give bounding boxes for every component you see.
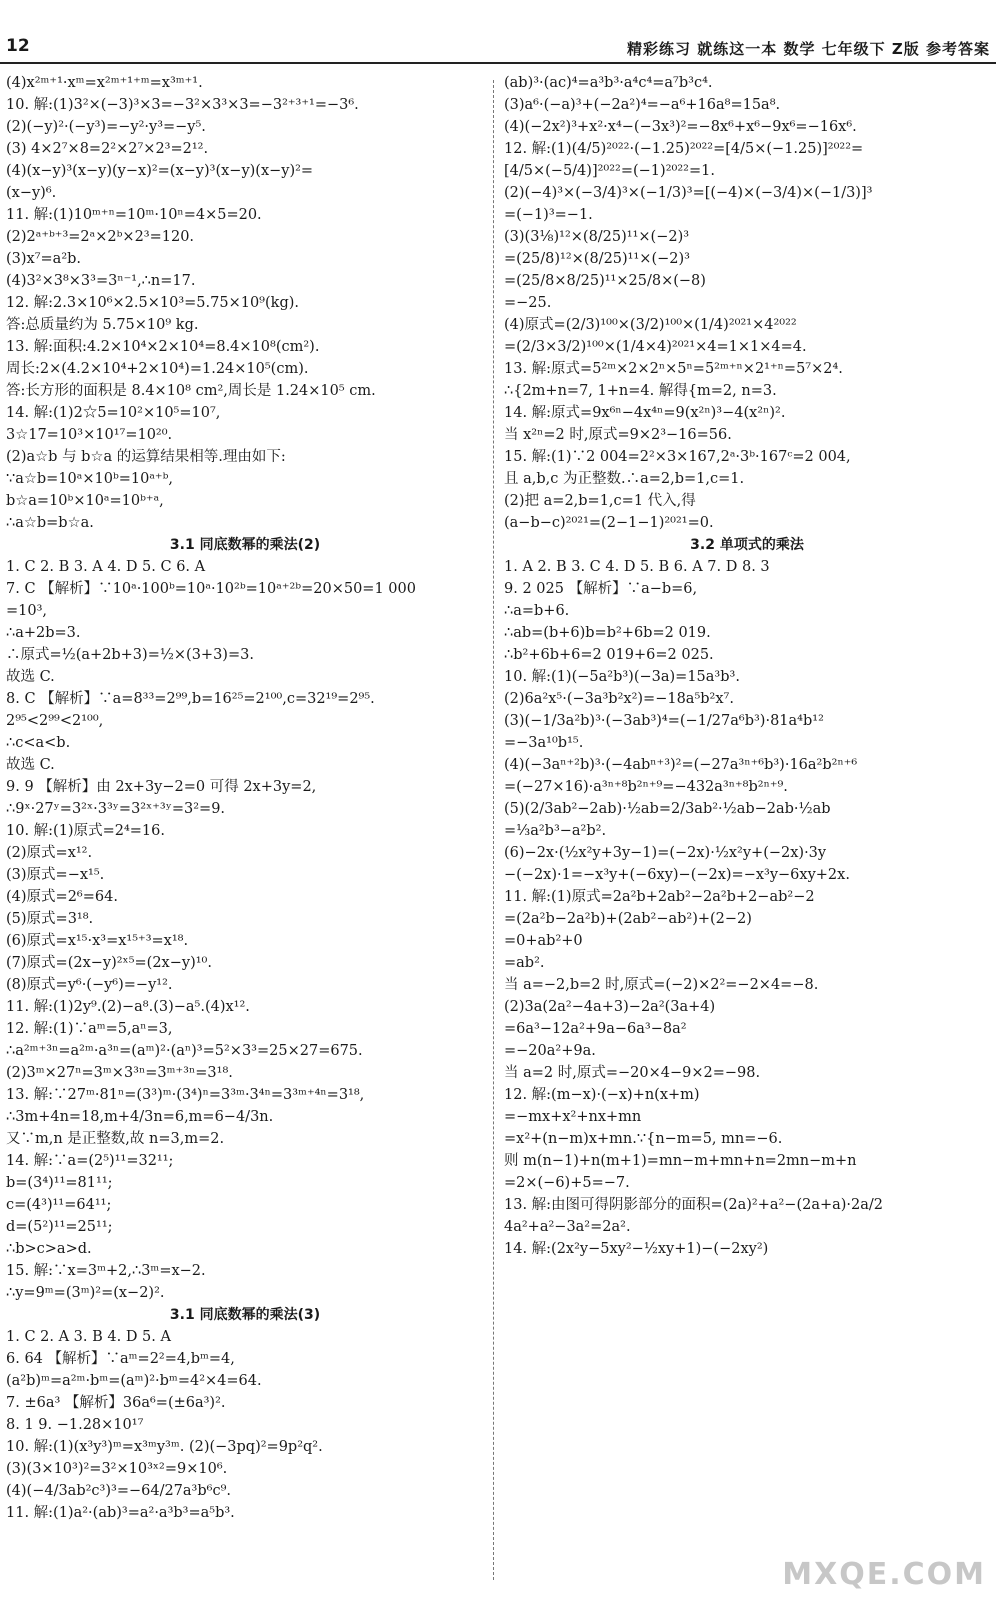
answer-line: (a²b)ᵐ=a²ᵐ·bᵐ=(aᵐ)²·bᵐ=4²×4=64. <box>6 1373 262 1389</box>
page-header <box>0 0 996 64</box>
answer-line: (2)a☆b 与 b☆a 的运算结果相等.理由如下: <box>6 449 286 465</box>
answer-line: 且 a,b,c 为正整数.∴a=2,b=1,c=1. <box>504 471 745 487</box>
answer-line: =2×(−6)+5=−7. <box>504 1175 630 1191</box>
answer-line: 13. 解:原式=5²ᵐ×2×2ⁿ×5ⁿ=5²ᵐ⁺ⁿ×2¹⁺ⁿ=5⁷×2⁴. <box>504 361 843 377</box>
answer-line: (4)3²×3⁸×3³=3ⁿ⁻¹,∴n=17. <box>6 273 196 289</box>
answer-line: ∴b²+6b+6=2 019+6=2 025. <box>504 647 714 663</box>
answer-line: (3)(−1/3a²b)³·(−3ab³)⁴=(−1/27a⁶b³)·81a⁴b¹² <box>504 713 824 729</box>
answer-line: =−20a²+9a. <box>504 1043 596 1059</box>
answer-line: 当 a=2 时,原式=−20×4−9×2=−98. <box>504 1065 761 1081</box>
answer-line: 答:长方形的面积是 8.4×10⁸ cm²,周长是 1.24×10⁵ cm. <box>6 383 376 399</box>
answer-line: (ab)³·(ac)⁴=a³b³·a⁴c⁴=a⁷b³c⁴. <box>504 75 713 91</box>
answer-line: 6. 64 【解析】∵aᵐ=2²=4,bᵐ=4, <box>6 1351 235 1367</box>
answer-line: ∴ab=(b+6)b=b²+6b=2 019. <box>504 625 711 641</box>
answer-line: 11. 解:(1)原式=2a²b+2ab²−2a²b+2−ab²−2 <box>504 889 815 905</box>
left-column <box>6 72 484 1524</box>
answer-line: (2)(−4)³×(−3/4)³×(−1/3)³=[(−4)×(−3/4)×(−1/3)]³ <box>504 185 873 201</box>
answer-line: 1. A 2. B 3. C 4. D 5. B 6. A 7. D 8. 3 <box>504 559 770 575</box>
answer-line: ∴原式=½(a+2b+3)=½×(3+3)=3. <box>6 647 254 663</box>
answer-line: 1. C 2. B 3. A 4. D 5. C 6. A <box>6 559 206 575</box>
answer-line: (x−y)⁶. <box>6 185 57 201</box>
answer-line: 12. 解:2.3×10⁶×2.5×10³=5.75×10⁹(kg). <box>6 295 299 311</box>
answer-line: =6a³−12a²+9a−6a³−8a² <box>504 1021 687 1037</box>
answer-line: 12. 解:(1)(4/5)²⁰²²·(−1.25)²⁰²²=[4/5×(−1.25)]²⁰²²= <box>504 141 864 157</box>
answer-line: (8)原式=y⁶·(−y⁶)=−y¹². <box>6 977 173 993</box>
answer-line: =(−1)³=−1. <box>504 207 593 223</box>
answer-line: 14. 解:(2x²y−5xy²−½xy+1)−(−2xy²) <box>504 1241 769 1257</box>
answer-line: (2)(−y)²·(−y³)=−y²·y³=−y⁵. <box>6 119 206 135</box>
answer-line: 则 m(n−1)+n(m+1)=mn−m+mn+n=2mn−m+n <box>504 1153 857 1169</box>
answer-line: (3)(3⅛)¹²×(8/25)¹¹×(−2)³ <box>504 229 690 245</box>
answer-line: 9. 9 【解析】由 2x+3y−2=0 可得 2x+3y=2, <box>6 779 317 795</box>
answer-line: ∴a☆b=b☆a. <box>6 515 94 531</box>
answer-line: (4)原式=(2/3)¹⁰⁰×(3/2)¹⁰⁰×(1/4)²⁰²¹×4²⁰²² <box>504 317 797 333</box>
section-heading: 3.2 单项式的乘法 <box>690 537 804 553</box>
answer-line: 8. C 【解析】∵a=8³³=2⁹⁹,b=16²⁵=2¹⁰⁰,c=32¹⁹=2⁹⁵. <box>6 691 375 707</box>
answer-line: (3)原式=−x¹⁵. <box>6 867 105 883</box>
answer-line: 12. 解:(m−x)·(−x)+n(x+m) <box>504 1087 700 1103</box>
answer-line: (5)(2/3ab²−2ab)·½ab=2/3ab²·½ab−2ab·½ab <box>504 801 831 817</box>
answer-line: =(−27×16)·a³ⁿ⁺⁸b²ⁿ⁺⁹=−432a³ⁿ⁺⁸b²ⁿ⁺⁹. <box>504 779 788 795</box>
answer-line: (4)原式=2⁶=64. <box>6 889 118 905</box>
answer-line: 14. 解:(1)2☆5=10²×10⁵=10⁷, <box>6 405 221 421</box>
answer-line: 12. 解:(1)∵aᵐ=5,aⁿ=3, <box>6 1021 173 1037</box>
answer-line: ∴c<a<b. <box>6 735 71 751</box>
right-column <box>504 72 990 1260</box>
answer-line: =0+ab²+0 <box>504 933 583 949</box>
answer-line: =⅓a²b³−a²b². <box>504 823 607 839</box>
answer-line: ∴b>c>a>d. <box>6 1241 92 1257</box>
answer-line: d=(5²)¹¹=25¹¹; <box>6 1219 113 1235</box>
answer-line: 1. C 2. A 3. B 4. D 5. A <box>6 1329 171 1345</box>
answer-line: 10. 解:(1)(x³y³)ᵐ=x³ᵐy³ᵐ. (2)(−3pq)²=9p²q². <box>6 1439 323 1455</box>
page-number: 12 <box>6 36 30 56</box>
answer-line: 11. 解:(1)2y⁹.(2)−a⁸.(3)−a⁵.(4)x¹². <box>6 999 250 1015</box>
answer-line: 13. 解:面积:4.2×10⁴×2×10⁴=8.4×10⁸(cm²). <box>6 339 320 355</box>
book-title: 精彩练习 就练这一本 数学 七年级下 Z版 参考答案 <box>627 40 990 58</box>
answer-line: =(25/8)¹²×(8/25)¹¹×(−2)³ <box>504 251 690 267</box>
answer-line: (3) 4×2⁷×8=2²×2⁷×2³=2¹². <box>6 141 209 157</box>
answer-line: =−25. <box>504 295 552 311</box>
answer-line: (4)x²ᵐ⁺¹·xᵐ=x²ᵐ⁺¹⁺ᵐ=x³ᵐ⁺¹. <box>6 75 203 91</box>
answer-line: [4/5×(−5/4)]²⁰²²=(−1)²⁰²²=1. <box>504 163 715 179</box>
answer-line: 15. 解:∵x=3ᵐ+2,∴3ᵐ=x−2. <box>6 1263 206 1279</box>
answer-line: (6)原式=x¹⁵·x³=x¹⁵⁺³=x¹⁸. <box>6 933 189 949</box>
answer-line: 故选 C. <box>6 669 55 685</box>
answer-line: (5)原式=3¹⁸. <box>6 911 94 927</box>
answer-line: (3)a⁶·(−a)³+(−2a²)⁴=−a⁶+16a⁸=15a⁸. <box>504 97 781 113</box>
answer-line: (4)(x−y)³(x−y)(y−x)²=(x−y)³(x−y)(x−y)²= <box>6 163 314 179</box>
answer-line: (3)x⁷=a²b. <box>6 251 82 267</box>
answer-line: (2)3a(2a²−4a+3)−2a²(3a+4) <box>504 999 716 1015</box>
answer-line: 当 x²ⁿ=2 时,原式=9×2³−16=56. <box>504 427 732 443</box>
answer-line: 7. ±6a³ 【解析】36a⁶=(±6a³)². <box>6 1395 226 1411</box>
answer-line: (4)(−2x²)³+x²·x⁴−(−3x³)²=−8x⁶+x⁶−9x⁶=−16x⁶. <box>504 119 857 135</box>
answer-line: ∴a=b+6. <box>504 603 570 619</box>
answer-line: =10³, <box>6 603 48 619</box>
answer-line: −(−2x)·1=−x³y+(−6xy)−(−2x)=−x³y−6xy+2x. <box>504 867 850 883</box>
answer-line: ∵a☆b=10ᵃ×10ᵇ=10ᵃ⁺ᵇ, <box>6 471 173 487</box>
column-divider <box>493 80 494 1580</box>
answer-line: 4a²+a²−3a²=2a². <box>504 1219 631 1235</box>
answer-line: ∴3m+4n=18,m+4/3n=6,m=6−4/3n. <box>6 1109 274 1125</box>
answer-line: 2⁹⁵<2⁹⁹<2¹⁰⁰, <box>6 713 104 729</box>
answer-line: ∴y=9ᵐ=(3ᵐ)²=(x−2)². <box>6 1285 165 1301</box>
answer-line: =(2a²b−2a²b)+(2ab²−ab²)+(2−2) <box>504 911 752 927</box>
answer-line: 周长:2×(4.2×10⁴+2×10⁴)=1.24×10⁵(cm). <box>6 361 309 377</box>
answer-line: 答:总质量约为 5.75×10⁹ kg. <box>6 317 199 333</box>
section-heading: 3.1 同底数幂的乘法(3) <box>169 1307 321 1323</box>
answer-line: =ab². <box>504 955 545 971</box>
answer-line: =(25/8×8/25)¹¹×25/8×(−8) <box>504 273 706 289</box>
answer-line: (2)原式=x¹². <box>6 845 93 861</box>
answer-line: =x²+(n−m)x+mn.∵{n−m=5, mn=−6. <box>504 1131 783 1147</box>
answer-line: 3☆17=10³×10¹⁷=10²⁰. <box>6 427 173 443</box>
section-heading: 3.1 同底数幂的乘法(2) <box>169 537 321 553</box>
answer-line: (7)原式=(2x−y)²ˣ⁵=(2x−y)¹⁰. <box>6 955 212 971</box>
answer-line: ∴a²ᵐ⁺³ⁿ=a²ᵐ·a³ⁿ=(aᵐ)²·(aⁿ)³=5²×3³=25×27=675. <box>6 1043 363 1059</box>
answer-line: 又∵m,n 是正整数,故 n=3,m=2. <box>6 1131 225 1147</box>
answer-line: 13. 解:∵27ᵐ·81ⁿ=(3³)ᵐ·(3⁴)ⁿ=3³ᵐ·3⁴ⁿ=3³ᵐ⁺⁴ⁿ=3¹⁸, <box>6 1087 365 1103</box>
answer-line: (4)(−4/3ab²c³)³=−64/27a³b⁶c⁹. <box>6 1483 232 1499</box>
answer-line: b☆a=10ᵇ×10ᵃ=10ᵇ⁺ᵃ, <box>6 493 164 509</box>
answer-line: =−mx+x²+nx+mn <box>504 1109 642 1125</box>
answer-line: (2)6a²x⁵·(−3a³b²x²)=−18a⁵b²x⁷. <box>504 691 734 707</box>
answer-line: 11. 解:(1)a²·(ab)³=a²·a³b³=a⁵b³. <box>6 1505 235 1521</box>
answer-line: =−3a¹⁰b¹⁵. <box>504 735 584 751</box>
answer-line: 14. 解:∵a=(2⁵)¹¹=32¹¹; <box>6 1153 174 1169</box>
answer-line: =(2/3×3/2)¹⁰⁰×(1/4×4)²⁰²¹×4=1×1×4=4. <box>504 339 807 355</box>
answer-line: 10. 解:(1)3²×(−3)³×3=−3²×3³×3=−3²⁺³⁺¹=−3⁶. <box>6 97 359 113</box>
answer-line: 10. 解:(1)原式=2⁴=16. <box>6 823 165 839</box>
answer-line: (2)把 a=2,b=1,c=1 代入,得 <box>504 493 696 509</box>
answer-line: ∴a+2b=3. <box>6 625 81 641</box>
answer-line: 15. 解:(1)∵2 004=2²×3×167,2ᵃ·3ᵇ·167ᶜ=2 004, <box>504 449 851 465</box>
answer-line: c=(4³)¹¹=64¹¹; <box>6 1197 112 1213</box>
answer-line: ∴{2m+n=7, 1+n=4. 解得{m=2, n=3. <box>504 383 777 399</box>
answer-line: (a−b−c)²⁰²¹=(2−1−1)²⁰²¹=0. <box>504 515 714 531</box>
answer-line: 9. 2 025 【解析】∵a−b=6, <box>504 581 698 597</box>
answer-line: 7. C 【解析】∵10ᵃ·100ᵇ=10ᵃ·10²ᵇ=10ᵃ⁺²ᵇ=20×50=1 000 <box>6 581 416 597</box>
answer-line: 14. 解:原式=9x⁶ⁿ−4x⁴ⁿ=9(x²ⁿ)³−4(x²ⁿ)². <box>504 405 786 421</box>
answer-line: 10. 解:(1)(−5a²b³)(−3a)=15a³b³. <box>504 669 740 685</box>
answer-line: (6)−2x·(½x²y+3y−1)=(−2x)·½x²y+(−2x)·3y <box>504 845 827 861</box>
answer-line: 8. 1 9. −1.28×10¹⁷ <box>6 1417 144 1433</box>
answer-line: (4)(−3aⁿ⁺²b)³·(−4abⁿ⁺³)²=(−27a³ⁿ⁺⁶b³)·16a²b²ⁿ⁺⁶ <box>504 757 858 773</box>
answer-line: (3)(3×10³)²=3²×10³ˣ²=9×10⁶. <box>6 1461 228 1477</box>
watermark-logo: MXQE.COM <box>782 1557 986 1592</box>
answer-line: 故选 C. <box>6 757 55 773</box>
answer-line: 11. 解:(1)10ᵐ⁺ⁿ=10ᵐ·10ⁿ=4×5=20. <box>6 207 262 223</box>
answer-line: ∴9ˣ·27ʸ=3²ˣ·3³ʸ=3²ˣ⁺³ʸ=3²=9. <box>6 801 226 817</box>
answer-line: 13. 解:由图可得阴影部分的面积=(2a)²+a²−(2a+a)·2a/2 <box>504 1197 884 1213</box>
answer-line: (2)3ᵐ×27ⁿ=3ᵐ×3³ⁿ=3ᵐ⁺³ⁿ=3¹⁸. <box>6 1065 233 1081</box>
answer-line: b=(3⁴)¹¹=81¹¹; <box>6 1175 113 1191</box>
answer-line: 当 a=−2,b=2 时,原式=(−2)×2²=−2×4=−8. <box>504 977 819 993</box>
answer-line: (2)2ᵃ⁺ᵇ⁺³=2ᵃ×2ᵇ×2³=120. <box>6 229 195 245</box>
